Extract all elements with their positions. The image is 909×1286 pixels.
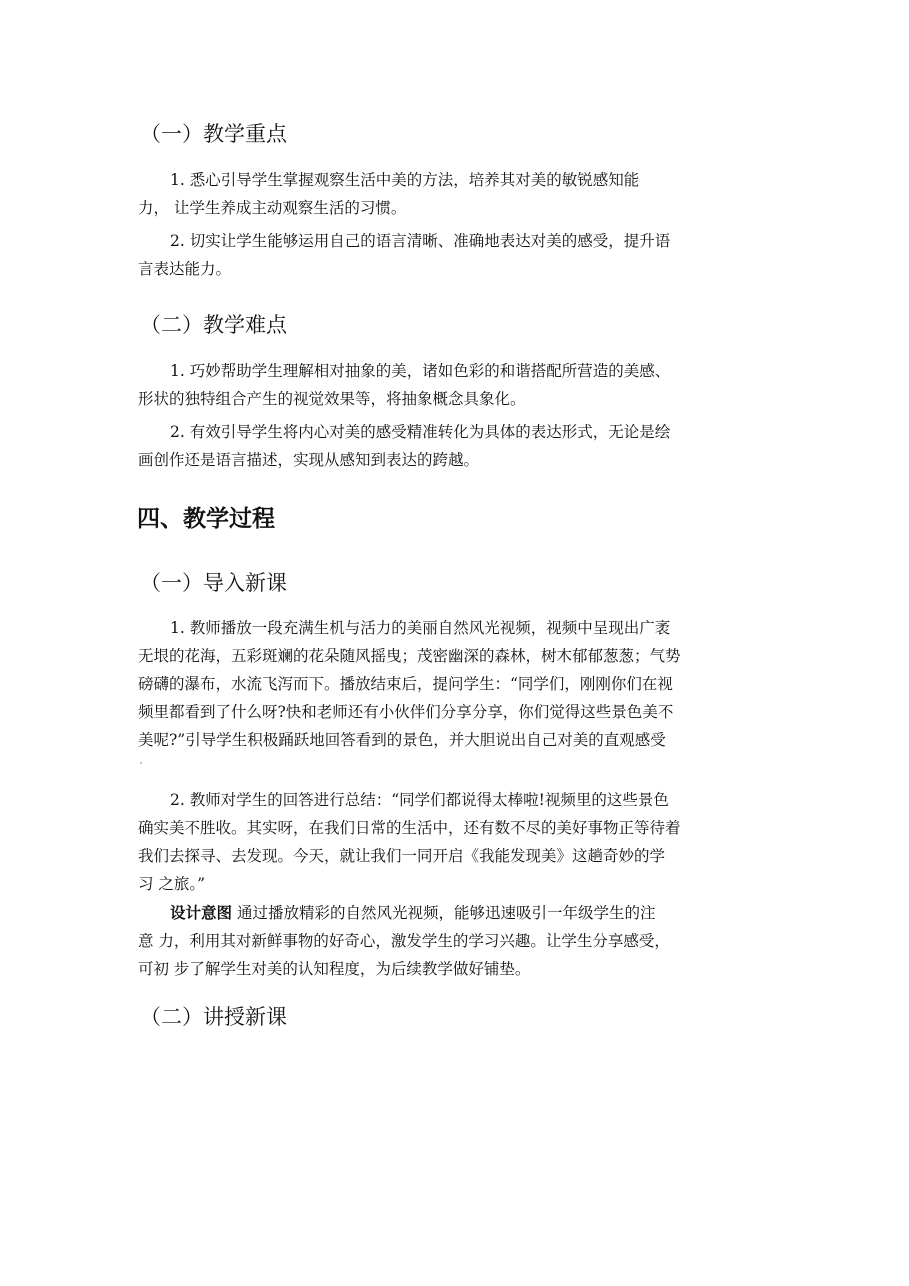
design-intent-label: 设计意图 (170, 903, 233, 922)
heading-intro: （一）导入新课 (140, 571, 287, 595)
text-line: 意 力，利用其对新鲜事物的好奇心，激发学生的学习兴趣。让学生分享感受， (138, 932, 670, 950)
text-line: 1. 教师播放一段充满生机与活力的美丽自然风光视频，视频中呈现出广袤 (170, 619, 671, 637)
text-line: 美呢?”引导学生积极踊跃地回答看到的景色，并大胆说出自己对美的直观感受 (138, 731, 666, 749)
paragraph-key-point-1 (138, 166, 774, 222)
text-line: 言表达能力。 (138, 260, 232, 278)
text-line: 1. 悉心引导学生掌握观察生活中美的方法，培养其对美的敏锐感知能 (170, 171, 640, 189)
heading-difficulties: （二）教学难点 (140, 313, 287, 337)
paragraph-intro-2 (138, 786, 774, 898)
paragraph-difficulty-2 (138, 418, 774, 474)
text-line: 1. 巧妙帮助学生理解相对抽象的美，诸如色彩的和谐搭配所营造的美感、 (170, 362, 671, 380)
text-line: 无垠的花海，五彩斑斓的花朵随风摇曳；茂密幽深的森林，树木郁郁葱葱；气势 (138, 647, 681, 665)
text-line: 磅礴的瀑布，水流飞泻而下。播放结束后，提问学生：“同学们，刚刚你们在视 (138, 675, 673, 693)
heading-new-lesson: （二）讲授新课 (140, 1005, 287, 1029)
text-line: 习 之旅。” (138, 875, 206, 893)
paragraph-difficulty-1 (138, 357, 774, 413)
text-line: 力， 让学生养成主动观察生活的习惯。 (138, 199, 407, 217)
design-intent-text: 通过播放精彩的自然风光视频，能够迅速吸引一年级学生的注 (232, 904, 656, 922)
text-line: 频里都看到了什么呀?快和老师还有小伙伴们分享分享，你们觉得这些景色美不 (138, 703, 674, 721)
text-line: 2. 教师对学生的回答进行总结：“同学们都说得太棒啦!视频里的这些景色 (170, 791, 669, 809)
text-line: 画创作还是语言描述，实现从感知到表达的跨越。 (138, 451, 480, 469)
stray-mark: , (140, 756, 143, 765)
text-line: 我们去探寻、去发现。今天，就让我们一同开启《我能发现美》这趟奇妙的学 (138, 847, 666, 865)
text-line: 可初 步了解学生对美的认知程度，为后续教学做好铺垫。 (138, 960, 531, 978)
text-line: 2. 切实让学生能够运用自己的语言清晰、准确地表达对美的感受，提升语 (170, 232, 671, 250)
paragraph-key-point-2 (138, 227, 774, 283)
text-line: 2. 有效引导学生将内心对美的感受精准转化为具体的表达形式，无论是绘 (170, 423, 671, 441)
heading-teaching-process: 四、教学过程 (137, 506, 275, 532)
paragraph-intro-1 (138, 614, 774, 754)
text-line: 确实美不胜收。其实呀，在我们日常的生活中，还有数不尽的美好事物正等待着 (138, 819, 681, 837)
paragraph-design-intent (138, 899, 774, 983)
text-line (138, 899, 774, 927)
heading-key-points: （一）教学重点 (140, 122, 287, 146)
text-line: 形状的独特组合产生的视觉效果等，将抽象概念具象化。 (138, 390, 526, 408)
